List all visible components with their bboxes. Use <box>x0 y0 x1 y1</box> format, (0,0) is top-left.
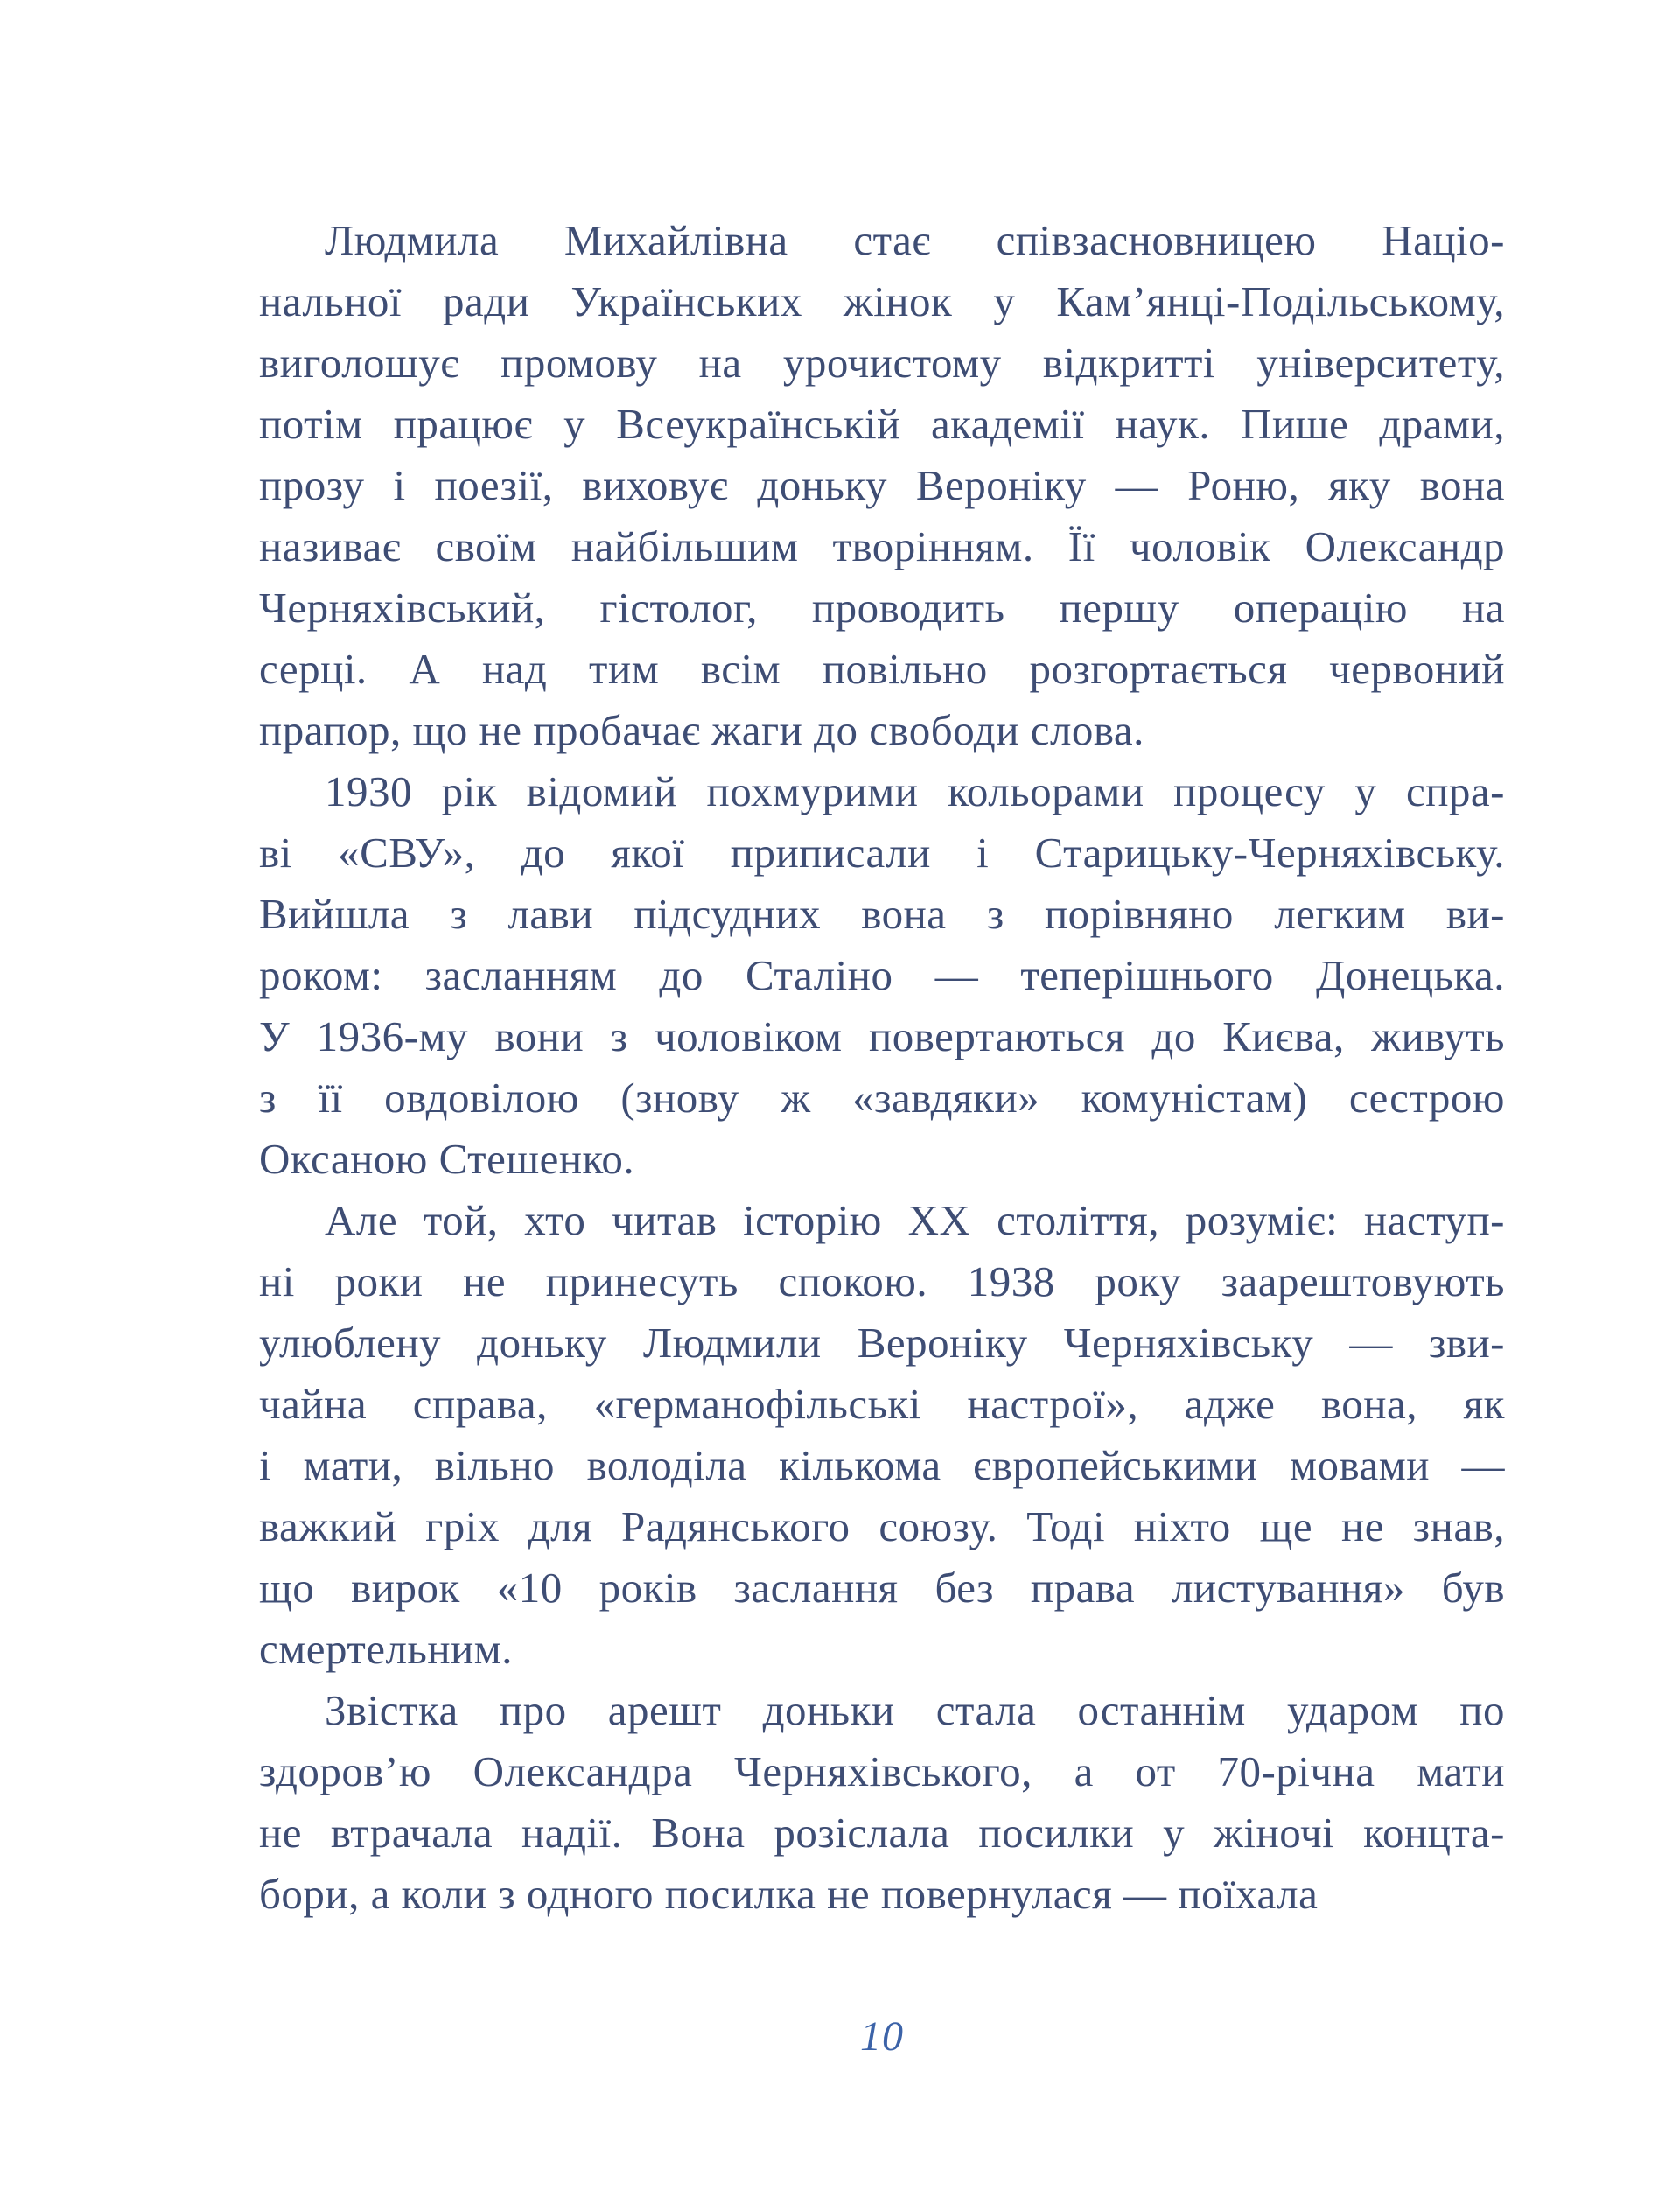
text-line: Оксаною Стешенко. <box>259 1135 635 1183</box>
text-line: не втрачала надії. Вона розіслала посилки у жіночі концта- <box>259 1809 1505 1857</box>
text-line: Черняхівський, гістолог, проводить першу операцію на <box>259 584 1505 632</box>
text-line: серці. А над тим всім повільно розгортається червоний <box>259 645 1505 693</box>
text-line: роком: засланням до Сталіно — теперішнього Донецька. <box>259 951 1505 999</box>
text-line: 1930 рік відомий похмурими кольорами процесу у спра- <box>325 767 1505 815</box>
page-text <box>259 210 1505 1925</box>
text-line: здоров’ю Олександра Черняхівського, а от 70-річна мати <box>259 1747 1505 1795</box>
text-line: чайна справа, «германофільські настрої», адже вона, як <box>259 1380 1505 1428</box>
paragraph <box>259 210 1505 761</box>
paragraph <box>259 1190 1505 1680</box>
text-line: потім працює у Всеукраїнській академії наук. Пише драми, <box>259 400 1505 448</box>
text-line: з її овдовілою (знову ж «завдяки» комуністам) сестрою <box>259 1074 1505 1122</box>
text-line: і мати, вільно володіла кількома європейськими мовами — <box>259 1441 1505 1489</box>
text-line: прапор, що не пробачає жаги до свободи слова. <box>259 706 1144 754</box>
text-line: Але той, хто читав історію XX століття, розуміє: наступ- <box>325 1196 1505 1244</box>
text-line: нальної ради Українських жінок у Кам’янці-Подільському, <box>259 277 1505 325</box>
text-line: Звістка про арешт доньки стала останнім ударом по <box>325 1686 1505 1734</box>
text-line: важкий гріх для Радянського союзу. Тоді ніхто ще не знав, <box>259 1502 1505 1550</box>
text-line: називає своїм найбільшим творінням. Її чоловік Олександр <box>259 522 1505 570</box>
paragraph <box>259 761 1505 1190</box>
text-line: ні роки не принесуть спокою. 1938 року заарештовують <box>259 1257 1505 1305</box>
text-line: прозу і поезії, виховує доньку Вероніку — Роню, яку вона <box>259 461 1505 509</box>
text-line: смертельним. <box>259 1625 514 1673</box>
text-line: що вирок «10 років заслання без права листування» був <box>259 1564 1505 1612</box>
text-line: Людмила Михайлівна стає співзасновницею Націо- <box>325 216 1505 264</box>
text-line: виголошує промову на урочистому відкритті університету, <box>259 339 1505 387</box>
text-line: ві «СВУ», до якої приписали і Старицьку-Черняхівську. <box>259 829 1505 877</box>
text-line: Вийшла з лави підсудних вона з порівняно легким ви- <box>259 890 1505 938</box>
text-line: У 1936-му вони з чоловіком повертаються до Києва, живуть <box>259 1012 1505 1060</box>
text-line: улюблену доньку Людмили Вероніку Черняхівську — зви- <box>259 1319 1505 1367</box>
paragraph <box>259 1680 1505 1925</box>
page-number: 10 <box>860 2013 904 2060</box>
text-line: бори, а коли з одного посилка не повернулася — поїхала <box>259 1870 1319 1918</box>
